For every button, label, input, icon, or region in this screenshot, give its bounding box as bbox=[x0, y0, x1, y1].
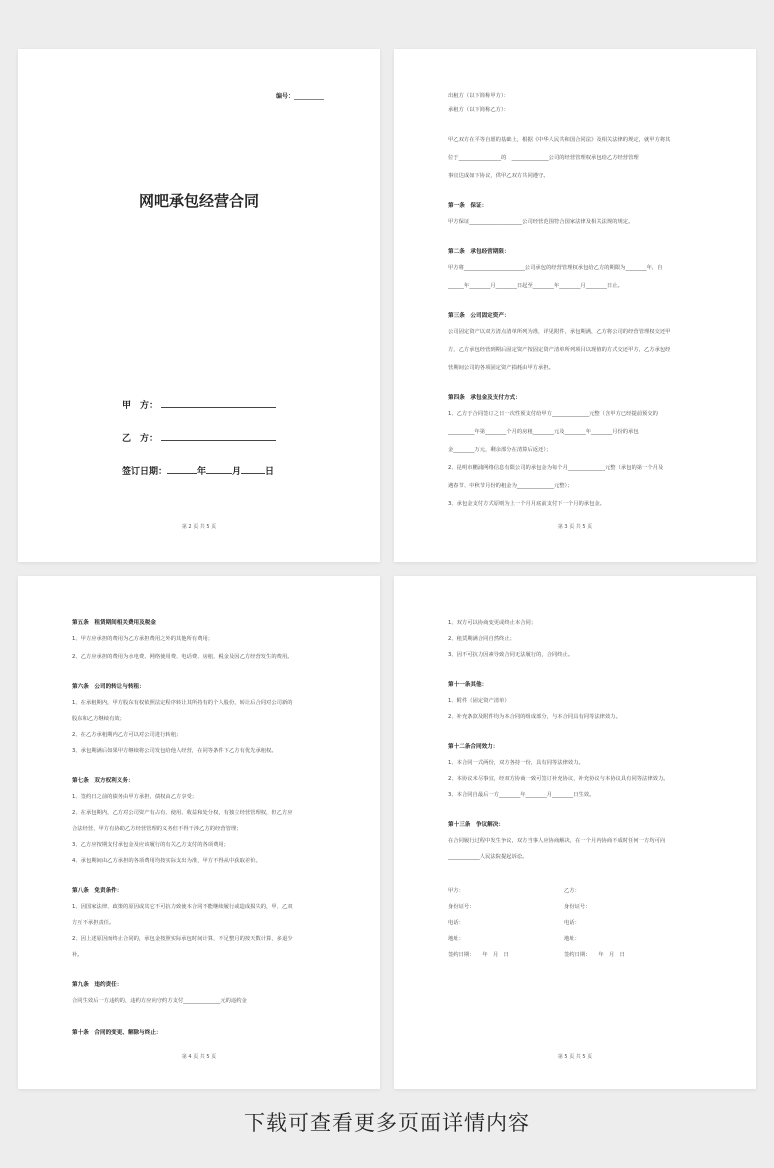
signature-field-a: 地址： bbox=[448, 936, 464, 942]
signature-field-a: 甲方： bbox=[448, 888, 464, 894]
section-heading: 第十一条其他： bbox=[448, 682, 488, 688]
body-line: 2、在承包期内，乙方对公司资产有占有、使用、收益和处分权，有独立经营管理权，但乙方应 bbox=[72, 810, 293, 816]
contract-page-5 bbox=[394, 576, 756, 1089]
body-line: 2、租赁期满合同自然终止； bbox=[448, 636, 515, 642]
body-line: 在合同履行过程中发生争议，双方当事人应协商解决，在一个月内协商不成时任何一方均可向 bbox=[448, 838, 666, 844]
signature-field-a: 电话： bbox=[448, 920, 464, 926]
party-a-label: 甲 方： bbox=[122, 401, 159, 411]
body-line: 3、因不可抗力因素导致合同无法履行的，合同终止。 bbox=[448, 652, 574, 658]
body-line: 2、在乙方承租期内乙方可以对公司进行转租； bbox=[72, 732, 182, 738]
body-line: 1、因国家法律、政策的原因或其它不可抗力致使本合同不能继续履行或造成损失的，甲、乙双 bbox=[72, 904, 293, 910]
day-blank bbox=[241, 464, 265, 474]
body-line: 2、本协议未尽事宜，经双方协商一致可签订补充协议，补充协议与本协议具有同等法律效力。 bbox=[448, 776, 669, 782]
party-b-line bbox=[122, 431, 276, 445]
body-line: 3、承包金支付方式原则为上一个月月底前支付下一个月的承包金。 bbox=[448, 501, 605, 507]
signature-field-a: 签约日期： 年 月 日 bbox=[448, 952, 509, 958]
watermark bbox=[587, 469, 611, 503]
body-line: 合同生效后一方违约的，违约方应向守约方支付______________元的违约金 bbox=[72, 998, 247, 1004]
body-line: 出租方（以下简称甲方）： bbox=[448, 93, 509, 99]
signature-field-a: 身份证号： bbox=[448, 904, 475, 910]
sign-date-label: 签订日期： bbox=[122, 467, 168, 477]
body-line: 方，乙方承包经营到期后固定资产按固定资产清单所列项目以现值的方式交还甲方，乙方承包经 bbox=[448, 347, 671, 353]
body-line: 3、本合同自最后一方________年________月________日生效。 bbox=[448, 792, 595, 798]
section-heading: 第五条 租赁期间相关费用及税金 bbox=[72, 620, 156, 626]
section-heading: 第六条 公司的转让与转租： bbox=[72, 684, 145, 690]
body-line: 1、签约日之前的债务由甲方承担，债权由乙方享受； bbox=[72, 794, 198, 800]
body-line: 2、因上述原因而终止合同的，承包金按照实际承包时间计算，不足整月的按天数计算，多退少 bbox=[72, 936, 293, 942]
body-line: 3、承包期满后如果甲方继续将公司发包给他人经营，在同等条件下乙方有优先承租权。 bbox=[72, 748, 277, 754]
section-heading: 第七条 双方权利义务： bbox=[72, 778, 134, 784]
section-heading: 第四条 承包金及支付方式： bbox=[448, 395, 521, 401]
party-b-blank bbox=[161, 431, 276, 441]
body-line: 1、本合同一式两份，双方各持一份，具有同等法律效力。 bbox=[448, 760, 584, 766]
signature-field-b: 签约日期： 年 月 日 bbox=[564, 952, 625, 958]
body-line: 遇春节、中秋节月份的租金为______________元整）； bbox=[448, 483, 573, 489]
body-line: 1、甲方应承担的费用为乙方承担费用之外的其他所有费用； bbox=[72, 636, 214, 642]
body-line: 甲方将_______________________公司承包的经营管理权承包给乙方的期限为________年，自 bbox=[448, 265, 663, 271]
section-heading: 第九条 违约责任： bbox=[72, 982, 123, 988]
body-line: 营期间公司的各项固定资产损耗由甲方承担。 bbox=[448, 365, 554, 371]
year-blank bbox=[167, 464, 197, 474]
section-heading: 第十三条 争议解决： bbox=[448, 822, 504, 828]
body-line: 1、在承租期内，甲方股东有权依照法定程序转让其所持有的个人股份，转让后合同对公司新的 bbox=[72, 700, 293, 706]
body-line: ____________人民法院提起诉讼。 bbox=[448, 854, 528, 860]
signature-field-b: 电话： bbox=[564, 920, 580, 926]
body-line: 2、乙方应承担的费用为水电费、网络使用费、电话费、房租、税金及因乙方经营发生的费用。 bbox=[72, 654, 293, 660]
section-heading: 第三条 公司固定资产： bbox=[448, 313, 510, 319]
body-line: 补。 bbox=[72, 952, 83, 958]
section-heading: 第十二条合同效力： bbox=[448, 744, 499, 750]
section-heading: 第一条 保证： bbox=[448, 203, 488, 209]
sign-date-line bbox=[122, 464, 274, 478]
contract-page-4 bbox=[18, 576, 380, 1089]
section-heading: 第十条 合同的变更、解除与终止： bbox=[72, 1030, 162, 1036]
page-footer: 第 2 页 共 5 页 bbox=[181, 524, 217, 530]
section-heading: 第二条 承包经营期限： bbox=[448, 249, 510, 255]
body-line: 1、双方可以协商变更或终止本合同； bbox=[448, 620, 537, 626]
body-line: ______年________月________日起至________年________月________日止。 bbox=[448, 283, 623, 289]
body-line: 甲乙双方在平等自愿的基础上，根据《中华人民共和国合同法》及相关法律的规定，就甲方将其 bbox=[448, 137, 671, 143]
page-footer: 第 3 页 共 5 页 bbox=[557, 524, 593, 530]
page-footer: 第 5 页 共 5 页 bbox=[557, 1054, 593, 1060]
body-line: 3、乙方应按期支付承包金及应该履行的有关乙方支付的各项费用； bbox=[72, 842, 229, 848]
month-unit: 月 bbox=[232, 467, 242, 477]
signature-field-b: 乙方： bbox=[564, 888, 580, 894]
cover-page bbox=[18, 49, 380, 562]
signature-field-b: 身份证号： bbox=[564, 904, 591, 910]
signature-field-b: 地址： bbox=[564, 936, 580, 942]
body-line: 甲方保证____________________公司经营范围符合国家法律及相关法规的规定。 bbox=[448, 219, 634, 225]
body-line: 公司固定资产以双方清点清单所列为准，详见附件，承包期满，乙方将公司的经营管理权交还甲 bbox=[448, 329, 671, 335]
body-line: 方互不承担责任。 bbox=[72, 920, 115, 926]
year-unit: 年 bbox=[197, 467, 207, 477]
body-line: 合法经营，甲方有协助乙方经营管理的义务但不得干涉乙方的经营管理； bbox=[72, 826, 242, 832]
section-heading: 第八条 免责条件： bbox=[72, 888, 123, 894]
party-a-line bbox=[122, 398, 276, 412]
contract-title: 网吧承包经营合同 bbox=[138, 192, 259, 210]
body-line: __________年第________个月的房租________元及________年________月份的承包 bbox=[448, 429, 639, 435]
body-line: 2、昆明市鹏浦网络信息有限公司的承包金为每个月______________元整（承包的第一个月及 bbox=[448, 465, 664, 471]
party-a-blank bbox=[161, 398, 276, 408]
body-line: 承租方（以下简称乙方）： bbox=[448, 107, 509, 113]
contract-page-3 bbox=[394, 49, 756, 562]
download-caption: 下载可查看更多页面详情内容 bbox=[244, 1111, 530, 1135]
body-line: 股东和乙方继续有效； bbox=[72, 716, 125, 722]
day-unit: 日 bbox=[265, 467, 275, 477]
page-footer: 第 4 页 共 5 页 bbox=[181, 1054, 217, 1060]
body-line: 金________万元，剩余部分在清算后返还）； bbox=[448, 447, 552, 453]
body-line: 位于________________的 ______________公司的经营管理权承包给乙方经营管理 bbox=[448, 155, 639, 161]
body-line: 4、承包期间由乙方承担的各项费用均按实际支出为准，甲方不得从中获取差价。 bbox=[72, 858, 261, 864]
body-line: 事宜达成如下协议，供甲乙双方共同遵守。 bbox=[448, 173, 549, 179]
month-blank bbox=[206, 464, 232, 474]
party-b-label: 乙 方： bbox=[122, 434, 159, 444]
contract-number-label: 编号：__________ bbox=[275, 93, 324, 100]
body-line: 1、乙方于合同签订之日一次性预支付给甲方______________元整（含甲方已经提前预交的 bbox=[448, 411, 658, 417]
body-line: 1、附件（固定资产清单） bbox=[448, 698, 510, 704]
body-line: 2、补充条款及附件均为本合同的组成部分，与本合同具有同等法律效力。 bbox=[448, 714, 621, 720]
